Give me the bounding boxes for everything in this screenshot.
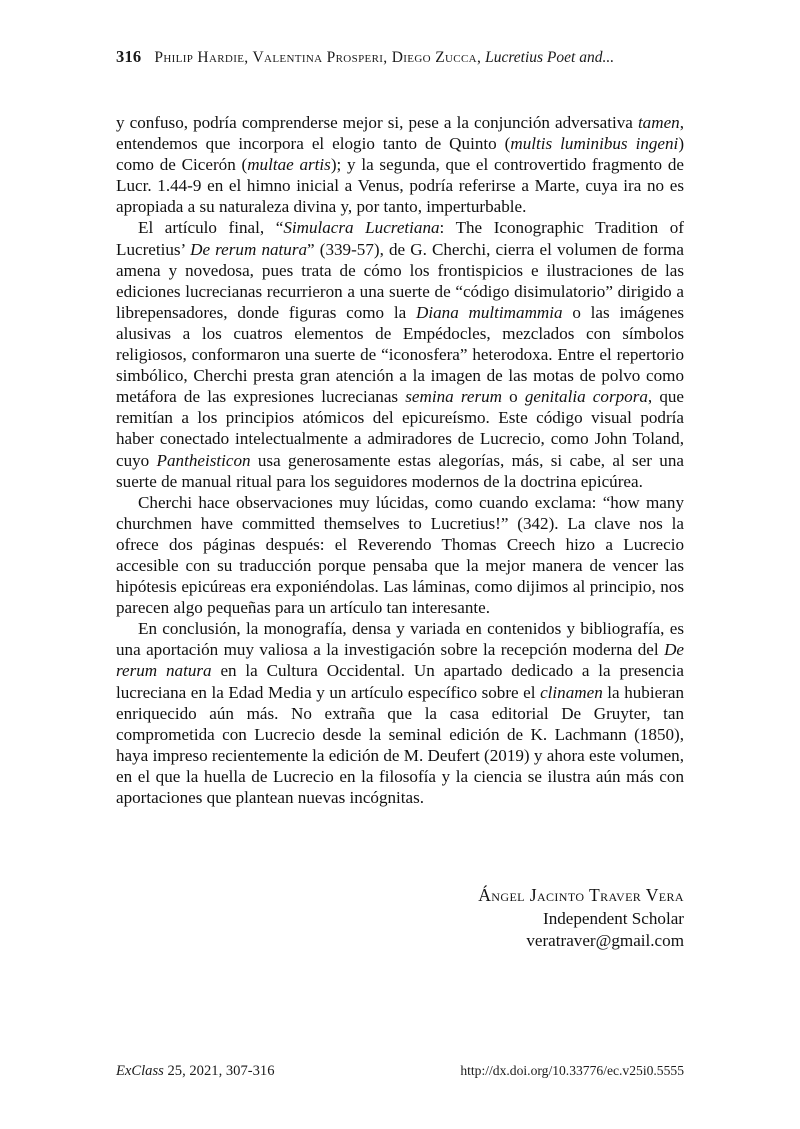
paragraph-2 xyxy=(116,217,684,491)
signature-email[interactable]: veratraver@gmail.com xyxy=(526,931,684,951)
text-run: ” (339-57), de G. Cherchi, cierra el volumen de forma amena y novedosa, pues trata de cómo los frontispicios e ilustraciones de las ediciones lucrecianas recurrieron a una suerte de “código disimulatorio” dirigido a librepensadores, donde figuras como la xyxy=(116,239,685,322)
text-run: Cherchi hace observaciones muy lúcidas, como cuando exclama: “how many churchmen have committed themselves to Lucretius!” (342). La clave nos la ofrece dos páginas después: el Reverendo Thomas Creech hizo a Lucrecio accesible con su traducción porque pensaba que la mejor manera de vencer las hipótesis epicúreas era exponiéndolas. Las láminas, como dijimos al principio, nos parecen algo pequeñas para un artículo tan interesante. xyxy=(116,492,684,618)
paragraph-3 xyxy=(116,492,684,619)
text-run: En conclusión, la monografía, densa y variada en contenidos y bibliografía, es una aportación muy valiosa a la investigación sobre la recepción moderna del xyxy=(116,619,684,660)
italic-run: Pantheisticon xyxy=(156,450,251,470)
italic-run: multae artis xyxy=(247,155,331,175)
running-head xyxy=(116,44,684,70)
italic-run: multis luminibus ingeni xyxy=(510,134,679,154)
italic-run: clinamen xyxy=(540,682,603,702)
signature-affiliation: Independent Scholar xyxy=(543,908,684,928)
text-run: El artículo final, “ xyxy=(138,218,284,238)
italic-run: Simulacra Lucretiana xyxy=(283,218,440,238)
signature-author-name: Ángel Jacinto Traver Vera xyxy=(478,885,684,905)
italic-run: tamen xyxy=(637,113,680,132)
text-run: o xyxy=(502,387,525,407)
footer-journal-name: ExClass xyxy=(116,1063,164,1079)
page-folio-number: 316 xyxy=(116,47,142,66)
text-run: , entendemos que incorpora el elogio tanto de Quinto ( xyxy=(116,113,684,154)
text-run: ); y la segunda, que el controvertido fragmento de Lucr. 1.44-9 en el himno inicial a Venus, podría referirse a Marte, cuya ira no es apropiada a su naturaleza divina y, por tanto, imperturbable. xyxy=(116,155,684,217)
italic-run: De rerum natura xyxy=(116,640,684,681)
paragraph-4 xyxy=(116,618,684,808)
footer-volume-pages: 25, 2021, 307-316 xyxy=(163,1063,275,1079)
text-run: , que remitían a los principios atómicos del epicureísmo. Este código visual podría haber conectado intelectualmente a admiradores de Lucrecio, como John Toland, cuyo xyxy=(116,387,685,470)
italic-run: De rerum natura xyxy=(190,239,308,259)
italic-run: semina rerum xyxy=(405,387,502,407)
text-run: la hubieran enriquecido aún más. No extraña que la casa editorial De Gruyter, tan comprometida con Lucrecio desde la seminal edición de K. Lachmann (1850), haya impreso recientemente la edición de M. Deufert (2019) y ahora este volumen, en el que la huella de Lucrecio en la filosofía y la ciencia se ilustra aún más con aportaciones que plantean nuevas incógnitas. xyxy=(116,682,684,807)
italic-run: Diana multimammia xyxy=(416,302,563,322)
text-run: usa generosamente estas alegorías, más, si cabe, al ser una suerte de manual ritual para los seguidores modernos de la doctrina epicúrea. xyxy=(116,450,684,491)
text-run: ) como de Cicerón ( xyxy=(116,134,685,175)
author-signature-block xyxy=(316,884,684,953)
running-head-title: Lucretius Poet and... xyxy=(485,49,615,66)
text-run: y confuso, podría comprenderse mejor si, pese a la conjunción adversativa xyxy=(116,113,638,132)
footer-doi-link[interactable]: http://dx.doi.org/10.33776/ec.v25i0.5555 xyxy=(460,1063,684,1078)
paragraph-1 xyxy=(116,112,684,217)
footer-citation xyxy=(116,1060,275,1082)
italic-run: genitalia corpora xyxy=(524,387,648,407)
text-run: o las imágenes alusivas a los cuatros elementos de Empédocles, mezclados con símbolos religiosos, conformaron una suerte de “iconosfera” heterodoxa. Entre el repertorio simbólico, Cherchi presta gran atención a la imagen de las motas de polvo como metáfora de las expresiones lucrecianas xyxy=(116,302,684,407)
body-text-column xyxy=(116,112,684,808)
page-footer xyxy=(116,1060,684,1082)
text-run: : The Iconographic Tradition of Lucretius’ xyxy=(116,218,684,259)
text-run: en la Cultura Occidental. Un apartado dedicado a la presencia lucreciana en la Edad Media y un artículo específico sobre el xyxy=(116,661,684,702)
running-head-authors: Philip Hardie, Valentina Prosperi, Diego Zucca, xyxy=(154,49,482,66)
